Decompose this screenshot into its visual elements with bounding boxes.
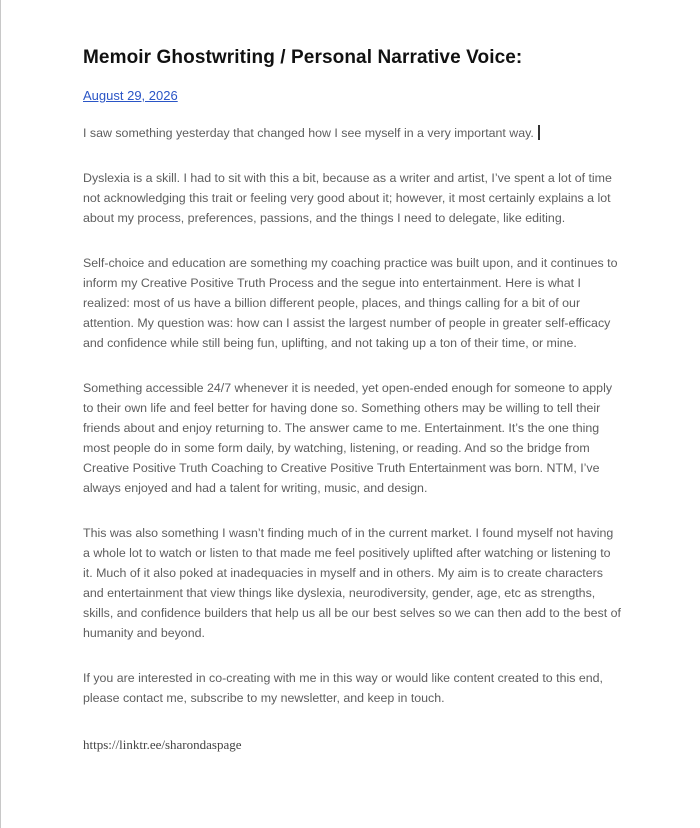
post-date-link[interactable]: August 29, 2026: [83, 88, 178, 103]
post-body: [83, 44, 623, 754]
paragraph-market[interactable]: This was also something I wasn’t finding much of in the current market. I found myself not having a whole lot to watch or listen to that made me feel positively uplifted after watching or listening to it. Much of it also poked at inadequacies in myself and in others. My aim is to create characters and entertainment that view things like dyslexia, neurodiversity, gender, age, etc as strengths, skills, and confidence builders that help us all be our best selves so we can then add to the best of humanity and beyond.: [83, 526, 621, 640]
paragraph-intro-text: I saw something yesterday that changed how I see myself in a very important way.: [83, 126, 534, 140]
paragraph-dyslexia[interactable]: Dyslexia is a skill. I had to sit with this a bit, because as a writer and artist, I’ve spent a lot of time not acknowledging this trait or feeling very good about it; however, it most certainly explains a lot about my process, preferences, passions, and the things I need to delegate, like editing.: [83, 171, 612, 225]
post-title: Memoir Ghostwriting / Personal Narrative Voice:: [83, 47, 523, 68]
paragraph-accessible[interactable]: Something accessible 24/7 whenever it is needed, yet open-ended enough for someone to apply to their own life and feel better for having done so. Something others may be willing to tell their friends about and enjoy returning to. The answer came to me. Entertainment. It’s the one thing most people do in some form daily, by watching, listening, or reading. And so the bridge from Creative Positive Truth Coaching to Creative Positive Truth Entertainment was born. NTM, I’ve always enjoyed and had a talent for writing, music, and design.: [83, 381, 613, 495]
paragraph-contact[interactable]: If you are interested in co-creating with me in this way or would like content created to this end, please contact me, subscribe to my newsletter, and keep in touch.: [83, 671, 603, 705]
page-edge-divider: [0, 0, 1, 828]
paragraph-intro[interactable]: [83, 123, 623, 143]
text-cursor: [538, 125, 540, 140]
paragraph-self-choice[interactable]: Self-choice and education are something my coaching practice was built upon, and it continues to inform my Creative Positive Truth Process and the segue into entertainment. Here is what I realized: most of us have a billion different people, places, and things calling for a bit of our attention. My question was: how can I assist the largest number of people in greater self-efficacy and confidence while still being fun, uplifting, and not taking up a ton of their time, or mine.: [83, 256, 618, 350]
linktree-url[interactable]: https://linktr.ee/sharondaspage: [83, 737, 242, 752]
